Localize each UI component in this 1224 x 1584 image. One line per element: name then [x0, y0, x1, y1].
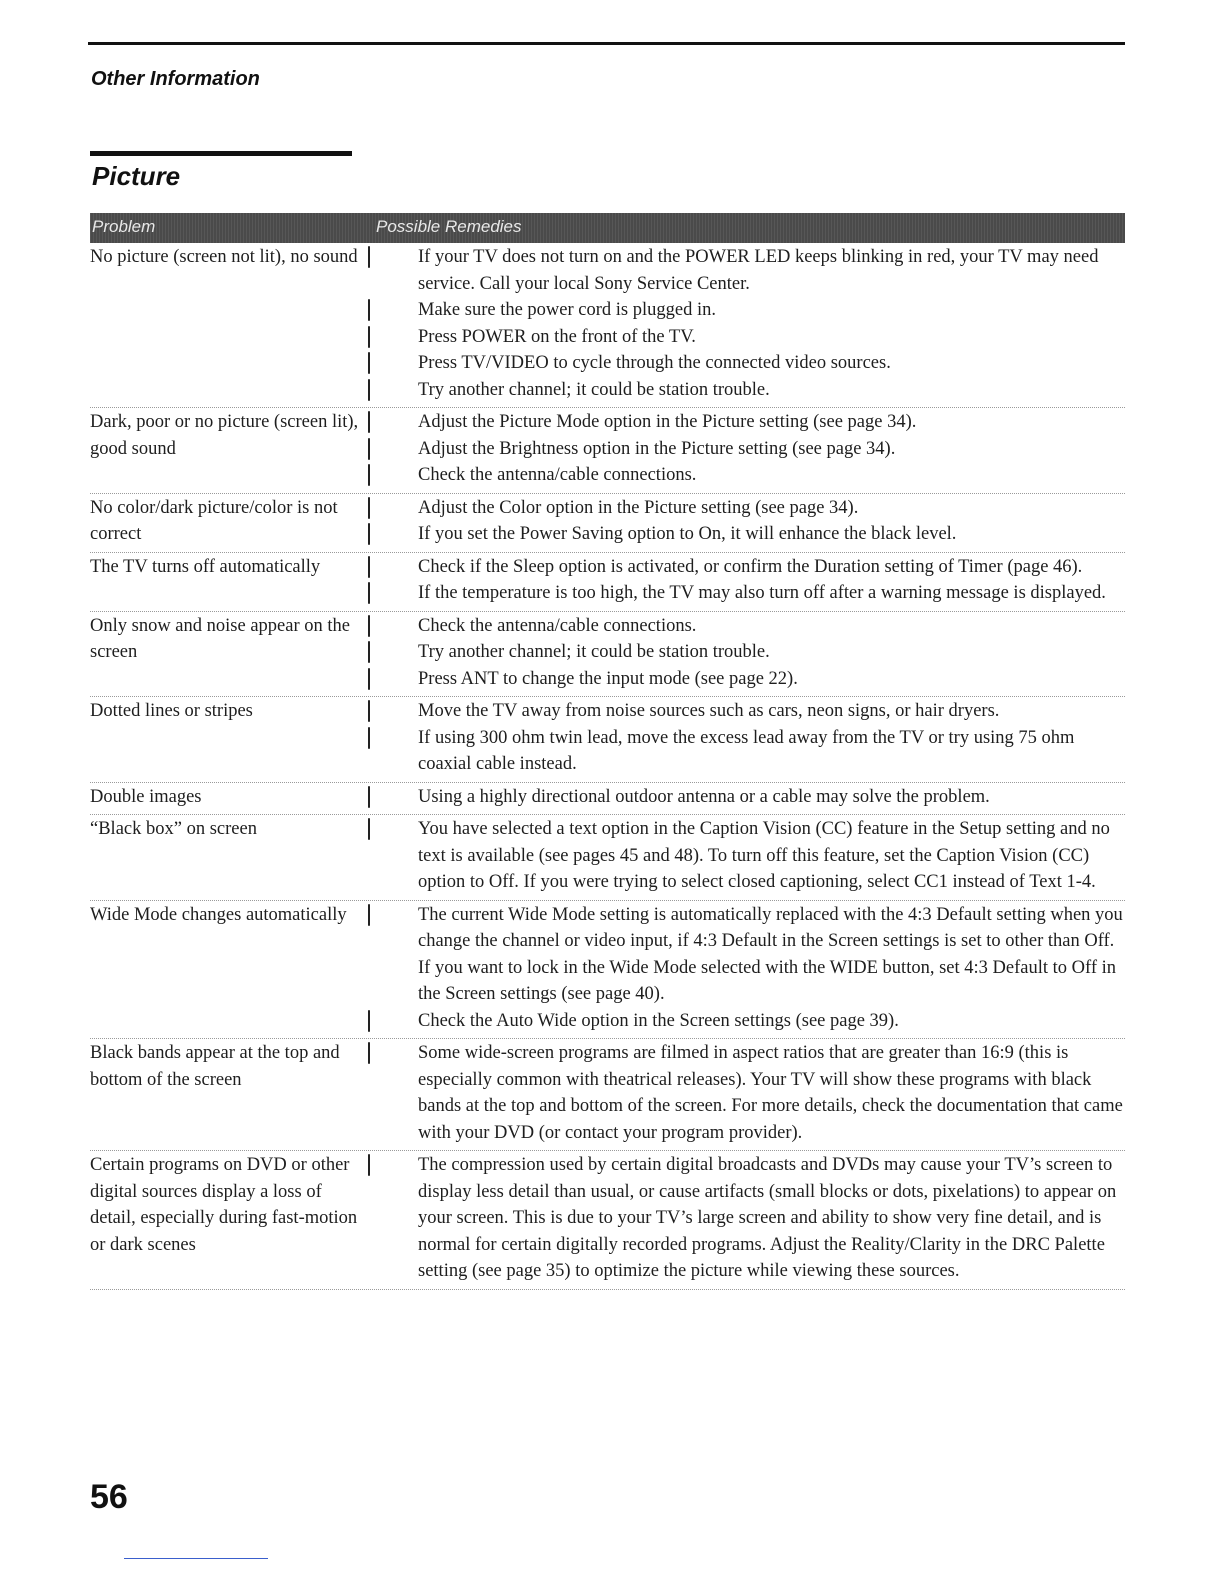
checkbox-bullet-icon: [368, 523, 370, 545]
checkbox-bullet-icon: [368, 818, 370, 840]
checkbox-bullet-icon: [368, 497, 370, 519]
checkbox-bullet-icon: [368, 615, 370, 637]
checkbox-bullet-icon: [368, 411, 370, 433]
remedy-text: If the temperature is too high, the TV may also turn off after a warning message is displayed.: [418, 583, 1106, 603]
remedy-item: [364, 436, 1125, 463]
problem-cell: No color/dark picture/color is not correct: [90, 497, 338, 544]
problem-cell: The TV turns off automatically: [90, 556, 321, 577]
remedy-text: Press POWER on the front of the TV.: [418, 326, 696, 347]
table-row: [90, 612, 1125, 698]
remedies-cell: [364, 1040, 1125, 1146]
remedy-text: Check if the Sleep option is activated, or confirm the Duration setting of Timer (page 46).: [418, 556, 1083, 577]
checkbox-bullet-icon: [368, 727, 370, 749]
checkbox-bullet-icon: [368, 326, 370, 348]
checkbox-bullet-icon: [368, 582, 370, 604]
remedies-cell: [364, 784, 1125, 811]
checkbox-bullet-icon: [368, 379, 370, 401]
remedy-text: Make sure the power cord is plugged in.: [418, 300, 716, 320]
checkbox-bullet-icon: [368, 904, 370, 926]
remedy-text: Check the Auto Wide option in the Screen settings (see page 39).: [418, 1010, 899, 1031]
problem-cell: Only snow and noise appear on the screen: [90, 615, 350, 662]
remedy-text: The compression used by certain digital broadcasts and DVDs may cause your TV’s screen to display less detail than usual, or cause artifacts (small blocks or dots, pixelations) to appear on your screen. This is due to your TV’s large screen and ability to show very fine detail, and is normal for certain digitally recorded programs. Adjust the Reality/Clarity in the DRC Palette setting (see page 35) to optimize the picture while viewing these sources.: [418, 1155, 1117, 1281]
checkbox-bullet-icon: [368, 556, 370, 578]
table-row: [90, 494, 1125, 553]
remedy-item: [364, 244, 1125, 297]
checkbox-bullet-icon: [368, 700, 370, 722]
remedy-text: Adjust the Picture Mode option in the Picture setting (see page 34).: [418, 412, 917, 432]
remedy-item: [364, 666, 1125, 693]
remedy-text: If using 300 ohm twin lead, move the excess lead away from the TV or try using 75 ohm coaxial cable instead.: [418, 727, 1075, 774]
table-row: [90, 783, 1125, 816]
problem-cell: Dotted lines or stripes: [90, 701, 253, 721]
table-row: [90, 1039, 1125, 1151]
title-rule: [90, 151, 352, 156]
section-header: Other Information: [91, 68, 260, 90]
remedy-text: If you set the Power Saving option to On, it will enhance the black level.: [418, 524, 957, 544]
remedy-item: [364, 639, 1125, 666]
bottom-divider: [124, 1558, 268, 1559]
table-row: [90, 1151, 1125, 1290]
problem-cell: Double images: [90, 786, 202, 807]
remedy-text: Try another channel; it could be station trouble.: [418, 379, 770, 400]
checkbox-bullet-icon: [368, 668, 370, 690]
remedy-text: Some wide-screen programs are filmed in aspect ratios that are greater than 16:9 (this is especially common with theatrical releases). Your TV will show these programs with black bands at the top and bottom of the screen. For more details, check the documentation that came with your DVD (or contact your program provider).: [418, 1043, 1123, 1143]
table-row: [90, 553, 1125, 612]
remedy-text: The current Wide Mode setting is automatically replaced with the 4:3 Default setting when you change the channel or video input, if 4:3 Default in the Screen settings is set to other than Off. If you want to lock in the Wide Mode selected with the WIDE button, set 4:3 Default to Off in the Screen settings (see page 40).: [418, 904, 1123, 1004]
checkbox-bullet-icon: [368, 464, 370, 486]
remedy-item: [364, 324, 1125, 351]
remedy-item: [364, 613, 1125, 640]
checkbox-bullet-icon: [368, 1154, 370, 1176]
checkbox-bullet-icon: [368, 352, 370, 374]
remedy-item: [364, 902, 1125, 1008]
checkbox-bullet-icon: [368, 438, 370, 460]
table-row: [90, 243, 1125, 408]
remedy-item: [364, 580, 1125, 607]
remedy-item: [364, 1008, 1125, 1035]
remedy-item: [364, 495, 1125, 522]
table-row: [90, 697, 1125, 783]
remedies-cell: [364, 554, 1125, 607]
remedies-cell: [364, 698, 1125, 778]
remedies-cell: [364, 409, 1125, 489]
remedies-cell: [364, 495, 1125, 548]
remedy-item: [364, 554, 1125, 581]
remedy-item: [364, 816, 1125, 896]
table-header: [90, 213, 1125, 243]
remedy-item: [364, 725, 1125, 778]
remedy-text: If your TV does not turn on and the POWER LED keeps blinking in red, your TV may need service. Call your local Sony Service Center.: [418, 247, 1099, 294]
remedies-cell: [364, 1152, 1125, 1285]
remedies-cell: [364, 816, 1125, 896]
remedy-item: [364, 377, 1125, 404]
remedy-item: [364, 1152, 1125, 1285]
remedy-text: Check the antenna/cable connections.: [418, 615, 697, 636]
column-header-problem: Problem: [92, 217, 156, 236]
page-number: 56: [90, 1478, 128, 1516]
problem-cell: No picture (screen not lit), no sound: [90, 247, 358, 267]
remedy-item: [364, 462, 1125, 489]
remedy-item: [364, 1040, 1125, 1146]
column-header-remedies: Possible Remedies: [376, 217, 522, 236]
remedy-item: [364, 521, 1125, 548]
remedies-cell: [364, 902, 1125, 1035]
remedy-item: [364, 784, 1125, 811]
remedy-text: Press TV/VIDEO to cycle through the connected video sources.: [418, 353, 891, 373]
checkbox-bullet-icon: [368, 299, 370, 321]
table-row: [90, 408, 1125, 494]
problem-cell: Dark, poor or no picture (screen lit), good sound: [90, 412, 359, 459]
table-row: [90, 815, 1125, 901]
remedy-text: Check the antenna/cable connections.: [418, 465, 697, 485]
problem-cell: Wide Mode changes automatically: [90, 904, 347, 925]
problem-cell: “Black box” on screen: [90, 819, 257, 839]
checkbox-bullet-icon: [368, 1042, 370, 1064]
checkbox-bullet-icon: [368, 641, 370, 663]
checkbox-bullet-icon: [368, 246, 370, 268]
remedy-text: You have selected a text option in the Caption Vision (CC) feature in the Setup setting and no text is available (see pages 45 and 48). To turn off this feature, set the Caption Vision (CC) option to Off. If you were trying to select closed captioning, select CC1 instead of Text 1-4.: [418, 819, 1110, 892]
troubleshooting-table: [90, 243, 1125, 1290]
problem-cell: Certain programs on DVD or other digital sources display a loss of detail, especially during fast-motion or dark scenes: [90, 1155, 358, 1255]
remedy-text: Press ANT to change the input mode (see page 22).: [418, 668, 798, 689]
checkbox-bullet-icon: [368, 1010, 370, 1032]
remedy-item: [364, 297, 1125, 324]
remedy-text: Using a highly directional outdoor antenna or a cable may solve the problem.: [418, 786, 990, 807]
remedies-cell: [364, 244, 1125, 403]
page-title: Picture: [92, 161, 181, 191]
remedy-text: Try another channel; it could be station trouble.: [418, 642, 770, 662]
table-row: [90, 901, 1125, 1040]
remedy-item: [364, 409, 1125, 436]
remedy-text: Adjust the Color option in the Picture setting (see page 34).: [418, 497, 859, 518]
checkbox-bullet-icon: [368, 786, 370, 808]
remedy-item: [364, 350, 1125, 377]
top-rule: [88, 42, 1125, 45]
remedy-text: Adjust the Brightness option in the Picture setting (see page 34).: [418, 438, 896, 459]
problem-cell: Black bands appear at the top and bottom of the screen: [90, 1043, 340, 1090]
remedies-cell: [364, 613, 1125, 693]
remedy-item: [364, 698, 1125, 725]
remedy-text: Move the TV away from noise sources such as cars, neon signs, or hair dryers.: [418, 701, 1000, 721]
